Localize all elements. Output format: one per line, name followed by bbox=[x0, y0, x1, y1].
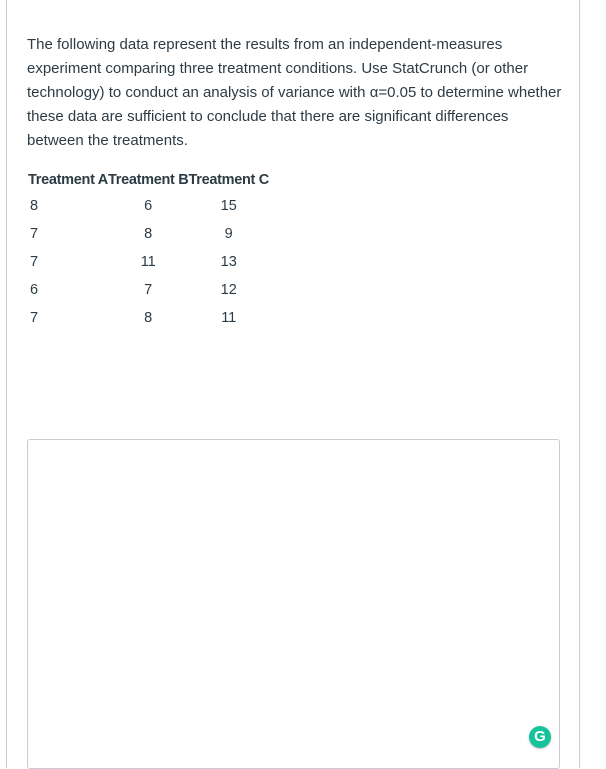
cell-treatment-a: 7 bbox=[30, 226, 39, 242]
treatment-data-table bbox=[28, 168, 269, 332]
cell-treatment-c: 11 bbox=[221, 310, 237, 326]
cell-treatment-b: 8 bbox=[144, 310, 153, 326]
header-treatment-a: Treatment A bbox=[28, 172, 108, 188]
table-row bbox=[28, 304, 269, 332]
answer-text-area[interactable] bbox=[27, 439, 560, 769]
cell-treatment-b: 8 bbox=[144, 226, 153, 242]
header-treatment-c: Treatment C bbox=[188, 172, 269, 188]
cell-treatment-b: 11 bbox=[140, 254, 156, 270]
cell-treatment-c: 9 bbox=[224, 226, 233, 242]
grammarly-icon[interactable]: G bbox=[529, 726, 551, 748]
table-row bbox=[28, 276, 269, 304]
cell-treatment-c: 15 bbox=[220, 198, 237, 214]
table-row bbox=[28, 220, 269, 248]
table-header-row bbox=[28, 168, 269, 192]
cell-treatment-c: 12 bbox=[220, 282, 237, 298]
question-text: The following data represent the results from an independent-measures experiment comparing three treatment conditions. Use StatCrunch (or other technology) to conduct an analysis of variance with α=0.05 to determine whether these data are sufficient to conclude that there are significant differences between the treatments. bbox=[27, 36, 562, 149]
cell-treatment-c: 13 bbox=[220, 254, 237, 270]
cell-treatment-a: 7 bbox=[30, 254, 39, 270]
cell-treatment-b: 6 bbox=[144, 198, 153, 214]
header-treatment-b: Treatment B bbox=[107, 172, 189, 188]
table-row bbox=[28, 248, 269, 276]
cell-treatment-a: 7 bbox=[30, 310, 39, 326]
cell-treatment-a: 6 bbox=[30, 282, 39, 298]
question-card bbox=[6, 0, 580, 768]
table-row bbox=[28, 192, 269, 220]
cell-treatment-a: 8 bbox=[30, 198, 39, 214]
cell-treatment-b: 7 bbox=[144, 282, 153, 298]
